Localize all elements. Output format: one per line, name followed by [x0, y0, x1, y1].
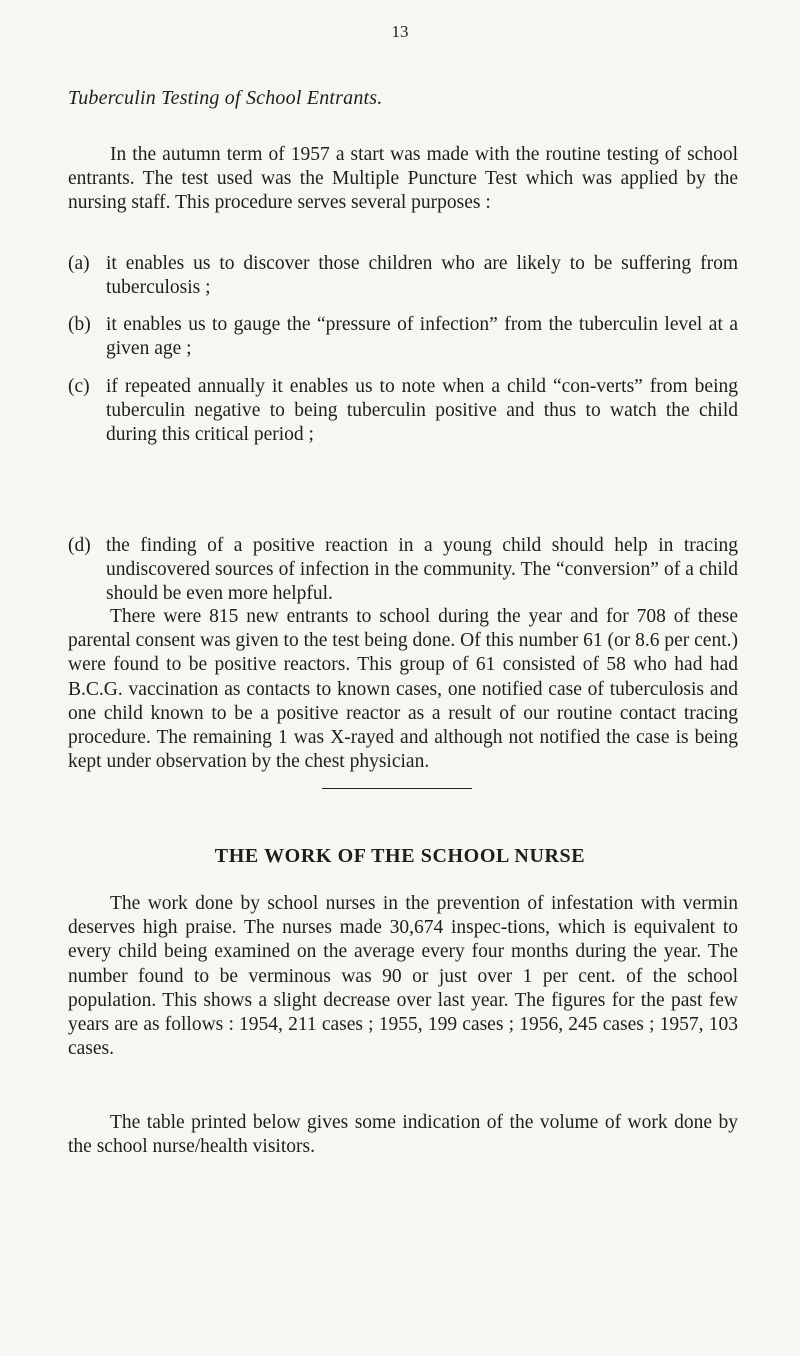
list-item-d [68, 534, 738, 607]
table-intro-paragraph: The table printed below gives some indication of the volume of work done by the school nurse/health visitors. [68, 1112, 738, 1158]
section-title: Tuberculin Testing of School Entrants. [68, 87, 383, 109]
list-item-b [68, 313, 738, 361]
list-item-label: (d) [68, 535, 91, 556]
intro-paragraph: In the autumn term of 1957 a start was made with the routine testing of school entrants. The test used was the Multiple Puncture Test which was applied by the nursing staff. This procedure serves several purposes : [68, 144, 738, 214]
section-divider [322, 788, 472, 789]
list-item-a [68, 252, 738, 300]
list-item-label: (c) [68, 376, 90, 397]
list-item-label: (b) [68, 314, 91, 335]
page-number: 13 [391, 22, 409, 41]
list-item-text: if repeated annually it enables us to note when a child “con-verts” from being tuberculin negative to being tuberculin positive and thus to watch the child during this critical period ; [106, 376, 738, 446]
list-item-text: it enables us to discover those children who are likely to be suffering from tuberculosis ; [106, 253, 738, 299]
list-item-text: the finding of a positive reaction in a young child should help in tracing undiscovered sources of infection in the community. The “conversion” of a child should be even more helpful. [106, 535, 738, 605]
list-item-c [68, 375, 738, 448]
nurse-work-paragraph: The work done by school nurses in the prevention of infestation with vermin deserves high praise. The nurses made 30,674 inspec-tions, which is equivalent to every child being examined on the average every four months during the year. The number found to be verminous was 90 or just over 1 per cent. of the school population. This shows a slight decrease over last year. The figures for the past few years are as follows : 1954, 211 cases ; 1955, 199 cases ; 1956, 245 cases ; 1957, 103 cases. [68, 893, 738, 1060]
section-heading: THE WORK OF THE SCHOOL NURSE [214, 845, 586, 867]
list-item-label: (a) [68, 253, 90, 274]
results-paragraph: There were 815 new entrants to school during the year and for 708 of these parental consent was given to the test being done. Of this number 61 (or 8.6 per cent.) were found to be positive reactors. This group of 61 consisted of 58 who had had B.C.G. vaccination as contacts to known cases, one notified case of tuberculosis and one child known to be a positive reactor as a result of our routine contact tracing procedure. The remaining 1 was X-rayed and although not notified the case is being kept under observation by the chest physician. [68, 606, 738, 773]
list-item-text: it enables us to gauge the “pressure of infection” from the tuberculin level at a given age ; [106, 314, 738, 360]
